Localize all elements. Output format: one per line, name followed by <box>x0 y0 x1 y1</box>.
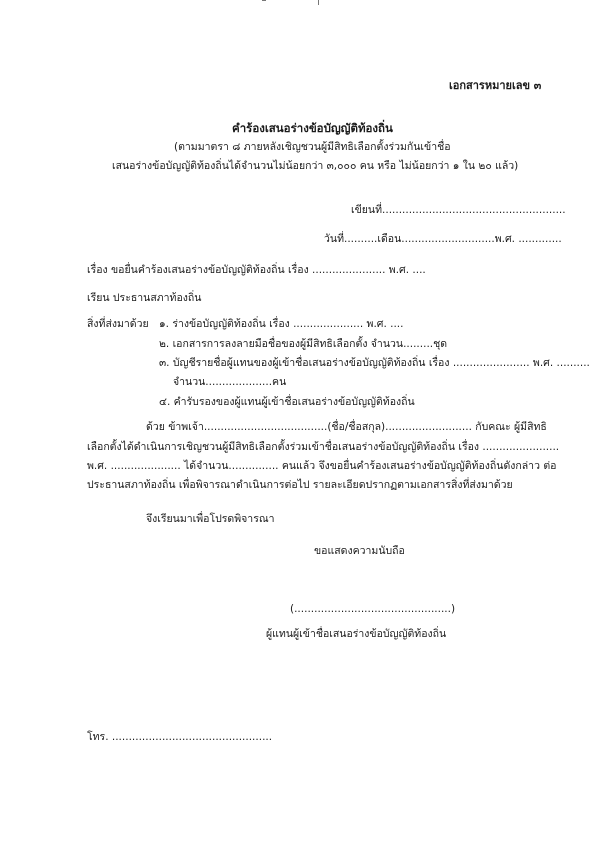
phone-line: โทร. ................................................ <box>87 731 273 743</box>
body-line: ประธานสภาท้องถิ่น เพื่อพิจารณาดำเนินการต่อไป รายละเอียดปรากฏตามเอกสารสิ่งที่ส่งมาด้วย <box>87 479 513 491</box>
body-line: พ.ศ. ..................... ได้จำนวน............... คนแล้ว จึงขอยื่นคำร้องเสนอร่างข้อบัญญัติท้องถิ่นดังกล่าว ต่อ <box>87 460 557 472</box>
date-line: วันที่..........เดือน............................พ.ศ. ............. <box>324 233 562 245</box>
salutation-line: เรียน ประธานสภาท้องถิ่น <box>87 292 202 304</box>
signature-line: (...............................................) <box>290 603 456 615</box>
enclosures-label: สิ่งที่ส่งมาด้วย <box>87 318 149 330</box>
signer-title: ผู้แทนผู้เข้าชื่อเสนอร่างข้อบัญญัติท้องถิ่น <box>266 628 447 640</box>
body-line: ด้วย ข้าพเจ้า.....................................(ชื่อ/ชื่อสกุล).......................... กับคณะ ผู้มีสิทธิ <box>146 421 547 433</box>
respect-closing: ขอแสดงความนับถือ <box>314 545 405 557</box>
document-subtitle-line1: (ตามมาตรา ๘ ภายหลังเชิญชวนผู้มีสิทธิเลือกตั้งร่วมกันเข้าชื่อ <box>174 141 451 153</box>
closing-request: จึงเรียนมาเพื่อโปรดพิจารณา <box>146 513 275 525</box>
subject-line: เรื่อง ขอยื่นคำร้องเสนอร่างข้อบัญญัติท้องถิ่น เรื่อง ...................... พ.ศ. .... <box>87 264 426 276</box>
document-subtitle-line2: เสนอร่างข้อบัญญัติท้องถิ่นได้จำนวนไม่น้อยกว่า ๓,๐๐๐ คน หรือ ไม่น้อยกว่า ๑ ใน ๒๐ แล้ว) <box>112 160 519 172</box>
enclosure-item: ๒. เอกสารการลงลายมือชื่อของผู้มีสิทธิเลือกตั้ง จำนวน.........ชุด <box>159 338 448 350</box>
enclosure-item: ๔. คำรับรองของผู้แทนผู้เข้าชื่อเสนอร่างข้อบัญญัติท้องถิ่น <box>159 396 415 408</box>
enclosure-item: ๓. บัญชีรายชื่อผู้แทนของผู้เข้าชื่อเสนอร่างข้อบัญญัติท้องถิ่น เรื่อง ....................... พ.ศ. .......... <box>159 357 590 369</box>
written-at-line: เขียนที่....................................................... <box>351 204 566 216</box>
enclosure-item-continuation: จำนวน....................คน <box>173 376 287 388</box>
enclosure-item: ๑. ร่างข้อบัญญัติท้องถิ่น เรื่อง ..................... พ.ศ. .... <box>159 318 404 330</box>
scan-mark <box>262 0 266 5</box>
body-line: เลือกตั้งได้ดำเนินการเชิญชวนผู้มีสิทธิเลือกตั้งร่วมเข้าชื่อเสนอร่างข้อบัญญัติท้องถิ่น เรื่อง ....................... <box>87 441 560 453</box>
document-title: คำร้องเสนอร่างข้อบัญญัติท้องถิ่น <box>232 121 393 135</box>
scan-mark <box>318 0 321 5</box>
document-number: เอกสารหมายเลข ๓ <box>449 79 542 92</box>
